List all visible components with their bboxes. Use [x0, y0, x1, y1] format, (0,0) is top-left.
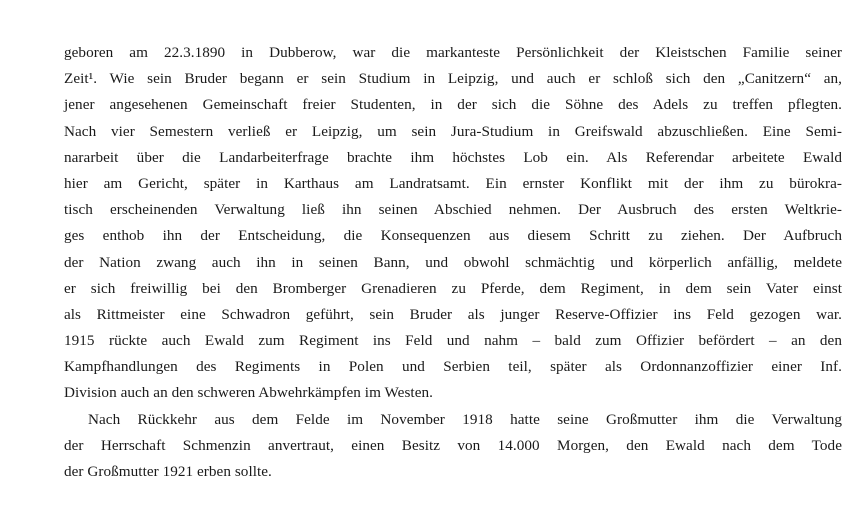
paragraph-2 — [64, 407, 842, 486]
text-line: geboren am 22.3.1890 in Dubberow, war die markanteste Persönlichkeit der Kleistschen Familie seiner — [64, 44, 842, 61]
text-line: hier am Gericht, später in Karthaus am Landratsamt. Ein ernster Konflikt mit der ihm zu bürokra- — [64, 174, 842, 192]
text-line: er sich freiwillig bei den Bromberger Grenadieren zu Pferde, dem Regiment, in dem sein Vater einst — [64, 279, 842, 297]
text-line: Division auch an den schweren Abwehrkämpfen im Westen. — [64, 384, 433, 402]
text-line: als Rittmeister eine Schwadron geführt, sein Bruder als junger Reserve-Offizier ins Feld gezogen war. — [64, 305, 842, 323]
text-line: der Großmutter 1921 erben sollte. — [64, 463, 272, 480]
body-text — [64, 40, 842, 485]
text-line: Nach vier Semestern verließ er Leipzig, um sein Jura-Studium in Greifswald abzuschließen. Eine Semi- — [64, 122, 842, 140]
text-line: Nach Rückkehr aus dem Felde im November 1918 hatte seine Großmutter ihm die Verwaltung — [88, 410, 842, 428]
text-line: der Nation zwang auch ihn in seinen Bann, und obwohl schmächtig und körperlich anfällig, meldete — [64, 253, 842, 271]
text-line: jener angesehenen Gemeinschaft freier Studenten, in der sich die Söhne des Adels zu treffen pflegten. — [64, 96, 842, 114]
text-line: ges enthob ihn der Entscheidung, die Konsequenzen aus diesem Schritt zu ziehen. Der Aufbruch — [64, 227, 842, 245]
text-line: tisch erscheinenden Verwaltung ließ ihn seinen Abschied nehmen. Der Ausbruch des ersten Weltkrie- — [64, 201, 842, 219]
text-line: Kampfhandlungen des Regiments in Polen und Serbien teil, später als Ordonnanzoffizier einer Inf. — [64, 358, 842, 376]
text-line: der Herrschaft Schmenzin anvertraut, einen Besitz von 14.000 Morgen, den Ewald nach dem Tode — [64, 436, 842, 454]
text-line: 1915 rückte auch Ewald zum Regiment ins Feld und nahm – bald zum Offizier befördert – an den — [64, 332, 842, 350]
text-line: nararbeit über die Landarbeiterfrage brachte ihm höchstes Lob ein. Als Referendar arbeitete Ewald — [64, 148, 842, 166]
text-line: Zeit¹. Wie sein Bruder begann er sein Studium in Leipzig, und auch er schloß sich den „Canitzern“ an, — [64, 70, 842, 88]
paragraph-1 — [64, 40, 842, 407]
